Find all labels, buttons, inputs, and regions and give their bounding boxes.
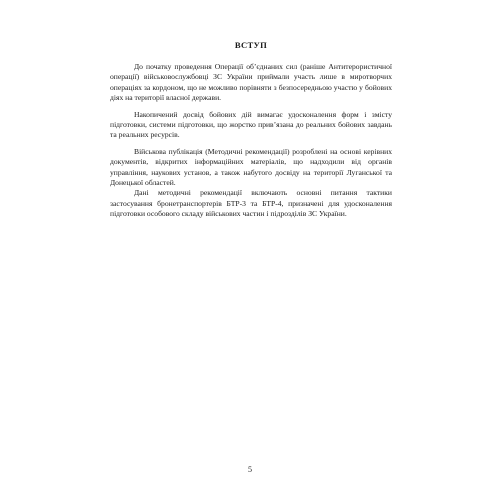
paragraph-combat-experience: Накопичений досвід бойових дій вимагає удосконалення форм і змісту підготовки, системи підготовки, що жорстко прив’язана до реальних бойових завдань та реальних ресурсів. <box>110 109 392 140</box>
paragraph-intro: До початку проведення Операції об’єднаних сил (раніше Антитерористичної операції) військовослужбовці ЗС України приймали участь лише в миротворчих операціях за кордоном, що не можливо порівняти з безпосередньою участю у бойових діях на території власної держави. <box>110 62 392 103</box>
paragraph-publication-basis: Військова публікація (Методичні рекомендації) розроблені на основі керівних документів, відкритих інформаційних матеріалів, що надходили від органів управління, наукових установ, а також набутого досвіду на території Луганської та Донецької областей. <box>110 146 392 188</box>
paragraph-recommendations-scope: Дані методичні рекомендації включають основні питання тактики застосування бронетранспортерів БТР-3 та БТР-4, призначені для удосконалення підготовки особового складу військових частин і підрозділів ЗС України. <box>110 188 392 219</box>
section-title: ВСТУП <box>234 40 268 50</box>
page-content <box>110 40 392 226</box>
page-number: 5 <box>248 465 252 474</box>
